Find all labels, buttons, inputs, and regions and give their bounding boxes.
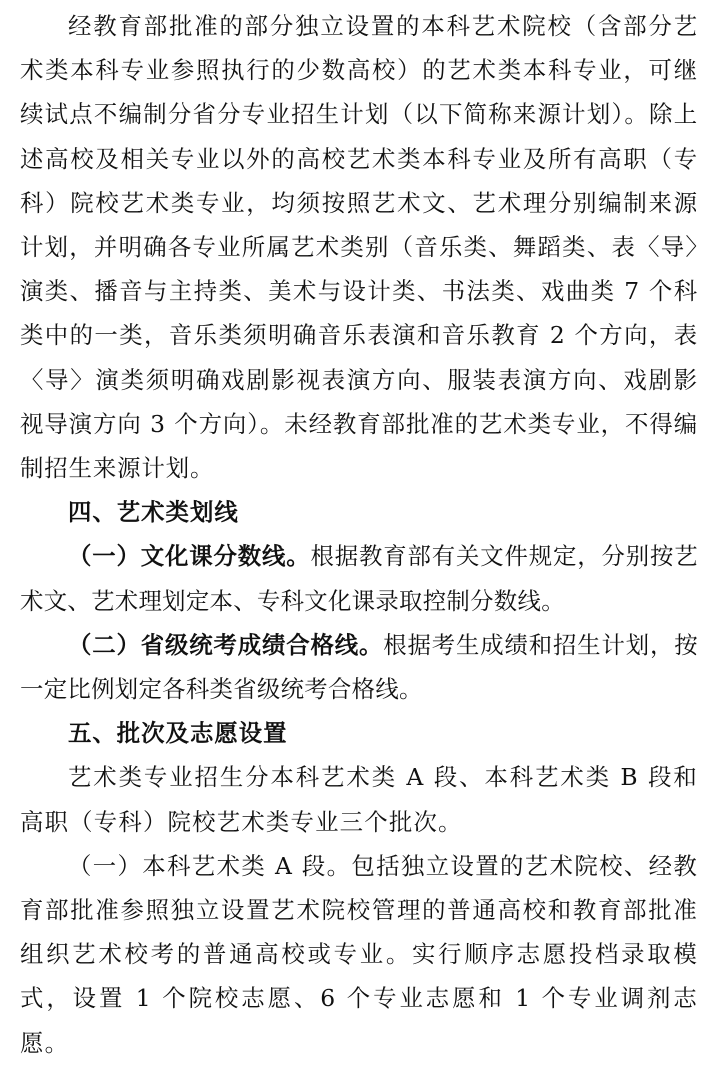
subheading-provincial-exam-line: （二）省级统考成绩合格线。 xyxy=(68,630,384,659)
paragraph-art-source-plan: 经教育部批准的部分独立设置的本科艺术院校（含部分艺术类本科专业参照执行的少数高校）的艺术类本科专业，可继续试点不编制分省分专业招生计划（以下简称来源计划）。除上述高校及相关专业以外的高校艺术类本科专业及所有高职（专科）院校艺术类专业，均须按照艺术文、艺术理分别编制来源计划，并明确各专业所属艺术类别（音乐类、舞蹈类、表〈导〉演类、播音与主持类、美术与设计类、书法类、戏曲类 7 个科类中的一类，音乐类须明确音乐表演和音乐教育 2 个方向，表〈导〉演类须明确戏剧影视表演方向、服装表演方向、戏剧影视导演方向 3 个方向）。未经教育部批准的艺术类专业，不得编制招生来源计划。 xyxy=(20,12,698,483)
paragraph-undergraduate-art-a: （一）本科艺术类 A 段。包括独立设置的艺术院校、经教育部批准参照独立设置艺术院校管理的普通高校和教育部批准组织艺术校考的普通高校或专业。实行顺序志愿投档录取模式，设置 1 个院校志愿、6 个专业志愿和 1 个专业调剂志愿。 xyxy=(20,851,698,1057)
subheading-culture-score-line: （一）文化课分数线。 xyxy=(68,542,311,571)
paragraph-admission-batches: 艺术类专业招生分本科艺术类 A 段、本科艺术类 B 段和高职（专科）院校艺术类专业三个批次。 xyxy=(20,763,698,836)
provincial-exam-line-text: 根据考生成绩和招生计划，按一定比例划定各科类省级统考合格线。 xyxy=(20,630,698,704)
section-heading-art-score-lines: 四、艺术类划线 xyxy=(68,498,239,527)
culture-score-line-text: 根据教育部有关文件规定，分别按艺术文、艺术理划定本、专科文化课录取控制分数线。 xyxy=(20,542,698,615)
section-heading-batches-and-choices: 五、批次及志愿设置 xyxy=(68,719,288,748)
paragraph-culture-score-line xyxy=(20,534,698,622)
paragraph-provincial-exam-line xyxy=(20,623,698,711)
document-page xyxy=(20,4,698,1065)
